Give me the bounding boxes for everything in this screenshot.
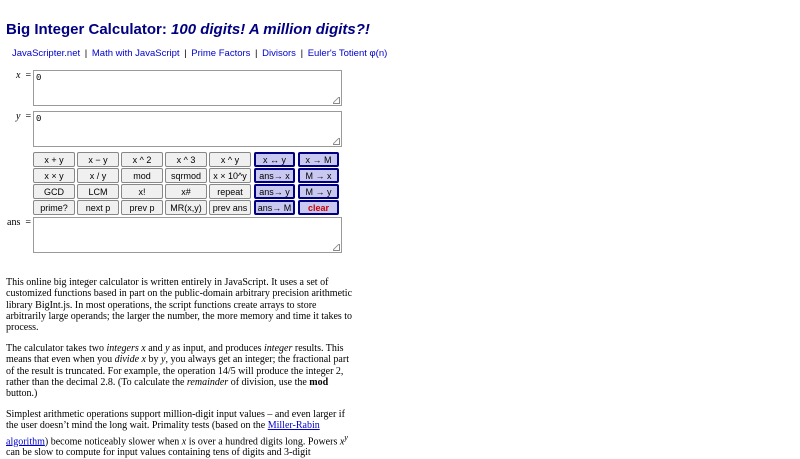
title-subtitle: 100 digits! A million digits?! — [171, 21, 370, 38]
is-prime-button[interactable]: prime? — [33, 200, 75, 215]
text-run: by — [145, 354, 161, 366]
add-button[interactable]: x + y — [33, 152, 75, 167]
lcm-button[interactable]: LCM — [77, 184, 119, 199]
nav-separator: | — [84, 48, 88, 59]
nav-link-euler-totient[interactable]: Euler's Totient φ(n) — [307, 48, 388, 59]
ans-to-memory-button[interactable]: ans→ M — [254, 200, 295, 215]
repeat-button[interactable]: repeat — [209, 184, 251, 199]
text-run: button.) — [6, 388, 38, 400]
title-main: Big Integer Calculator: — [6, 21, 167, 38]
nav-separator: | — [184, 48, 187, 59]
memory-to-y-button[interactable]: M → y — [298, 184, 339, 199]
text-run: can be slow to compute for input values containing tens of digits and 3-digit — [6, 447, 311, 459]
text-run: divide — [114, 354, 140, 366]
x-input[interactable] — [33, 70, 342, 106]
nav-separator: | — [255, 48, 258, 59]
y-label-var: y — [16, 111, 21, 122]
nav-link-javascripter[interactable]: JavaScripter.net — [12, 48, 81, 59]
text-run: x — [181, 435, 187, 447]
square-button[interactable]: x ^ 2 — [121, 152, 163, 167]
clear-button[interactable]: clear — [298, 200, 339, 215]
text-run: Simplest arithmetic operations support million-digit input values – and even larger if the user doesn’t mind the long wait. Primality tests (based on the — [6, 409, 345, 432]
text-run: integers — [106, 343, 139, 354]
ans-label — [7, 217, 31, 228]
performance-paragraph — [6, 409, 354, 459]
resize-grip-icon[interactable] — [333, 138, 340, 145]
miller-rabin-link[interactable]: Miller-Rabin algorithm — [6, 420, 320, 447]
swap-xy-button[interactable]: x ↔ y — [254, 152, 295, 167]
nav-link-prime-factors[interactable]: Prime Factors — [191, 48, 251, 59]
text-run: and — [145, 343, 166, 354]
text-run: The calculator takes two — [6, 343, 107, 354]
text-run: as input, and produces — [169, 343, 265, 354]
times-pow10-button[interactable]: x × 10^y — [209, 168, 251, 183]
integer-paragraph — [6, 343, 354, 399]
y-input[interactable] — [33, 111, 342, 147]
factorial-button[interactable]: x! — [121, 184, 163, 199]
text-run: , you always get an integer; the fractional part of the result is truncated. For example, the operation 14/5 will produce the integer 2, rather than the decimal 2.8. (To calculate the — [6, 354, 349, 388]
nav-separator: | — [300, 48, 304, 59]
prev-prime-button[interactable]: prev p — [121, 200, 163, 215]
resize-grip-icon[interactable] — [333, 97, 340, 104]
divide-button[interactable]: x / y — [77, 168, 119, 183]
memory-to-x-button[interactable]: M → x — [298, 168, 339, 183]
gcd-button[interactable]: GCD — [33, 184, 75, 199]
nav-link-math-with-javascript[interactable]: Math with JavaScript — [91, 48, 180, 59]
text-run: ) become noticeably slower when — [44, 435, 182, 447]
ans-to-x-button[interactable]: ans→ x — [254, 168, 295, 183]
text-run: y — [160, 354, 166, 366]
miller-rabin-button[interactable]: MR(x,y) — [165, 200, 207, 215]
resize-grip-icon[interactable] — [333, 244, 340, 251]
text-run: x — [141, 354, 146, 366]
y-input-value: 0 — [36, 114, 42, 124]
text-run: is over a hundred digits long. Powers — [186, 435, 340, 447]
text-run: integer — [264, 343, 293, 354]
text-run: of division, use the — [228, 376, 310, 388]
text-run: y — [165, 343, 170, 354]
x-to-memory-button[interactable]: x → M — [298, 152, 339, 167]
x-input-value: 0 — [36, 73, 42, 83]
primorial-button[interactable]: x# — [165, 184, 207, 199]
x-label-equals: = — [25, 70, 32, 81]
x-label — [16, 70, 31, 81]
intro-paragraph: This online big integer calculator is written entirely in JavaScript. It uses a set of customized functions based in part on the public-domain arbitrary precision arithmetic library BigInt.js. In most operations, the script functions create arrays to store arbitrarily large operands; the larger the number, the more memory and time it takes to process. — [6, 277, 353, 334]
text-run: x — [339, 435, 345, 447]
page-title — [6, 21, 370, 38]
nav-link-divisors[interactable]: Divisors — [262, 48, 296, 59]
y-label — [16, 111, 31, 122]
text-run: remainder — [186, 376, 229, 388]
nav-links — [12, 48, 387, 59]
text-run: mod — [309, 376, 329, 388]
next-prime-button[interactable]: next p — [77, 200, 119, 215]
ans-output[interactable] — [33, 217, 342, 253]
subtract-button[interactable]: x − y — [77, 152, 119, 167]
ans-label-equals: = — [25, 217, 31, 228]
multiply-button[interactable]: x × y — [33, 168, 75, 183]
ans-label-text: ans — [7, 217, 21, 228]
text-run: y — [344, 432, 348, 442]
text-run: x — [141, 343, 146, 354]
sqrmod-button[interactable]: sqrmod — [165, 168, 207, 183]
y-label-equals: = — [25, 111, 32, 122]
cube-button[interactable]: x ^ 3 — [165, 152, 207, 167]
prev-ans-button[interactable]: prev ans — [209, 200, 251, 215]
power-button[interactable]: x ^ y — [209, 152, 251, 167]
x-label-var: x — [16, 70, 21, 81]
text-run: results. This means that even when you — [6, 343, 344, 366]
mod-button[interactable]: mod — [121, 168, 163, 183]
ans-to-y-button[interactable]: ans→ y — [254, 184, 295, 199]
